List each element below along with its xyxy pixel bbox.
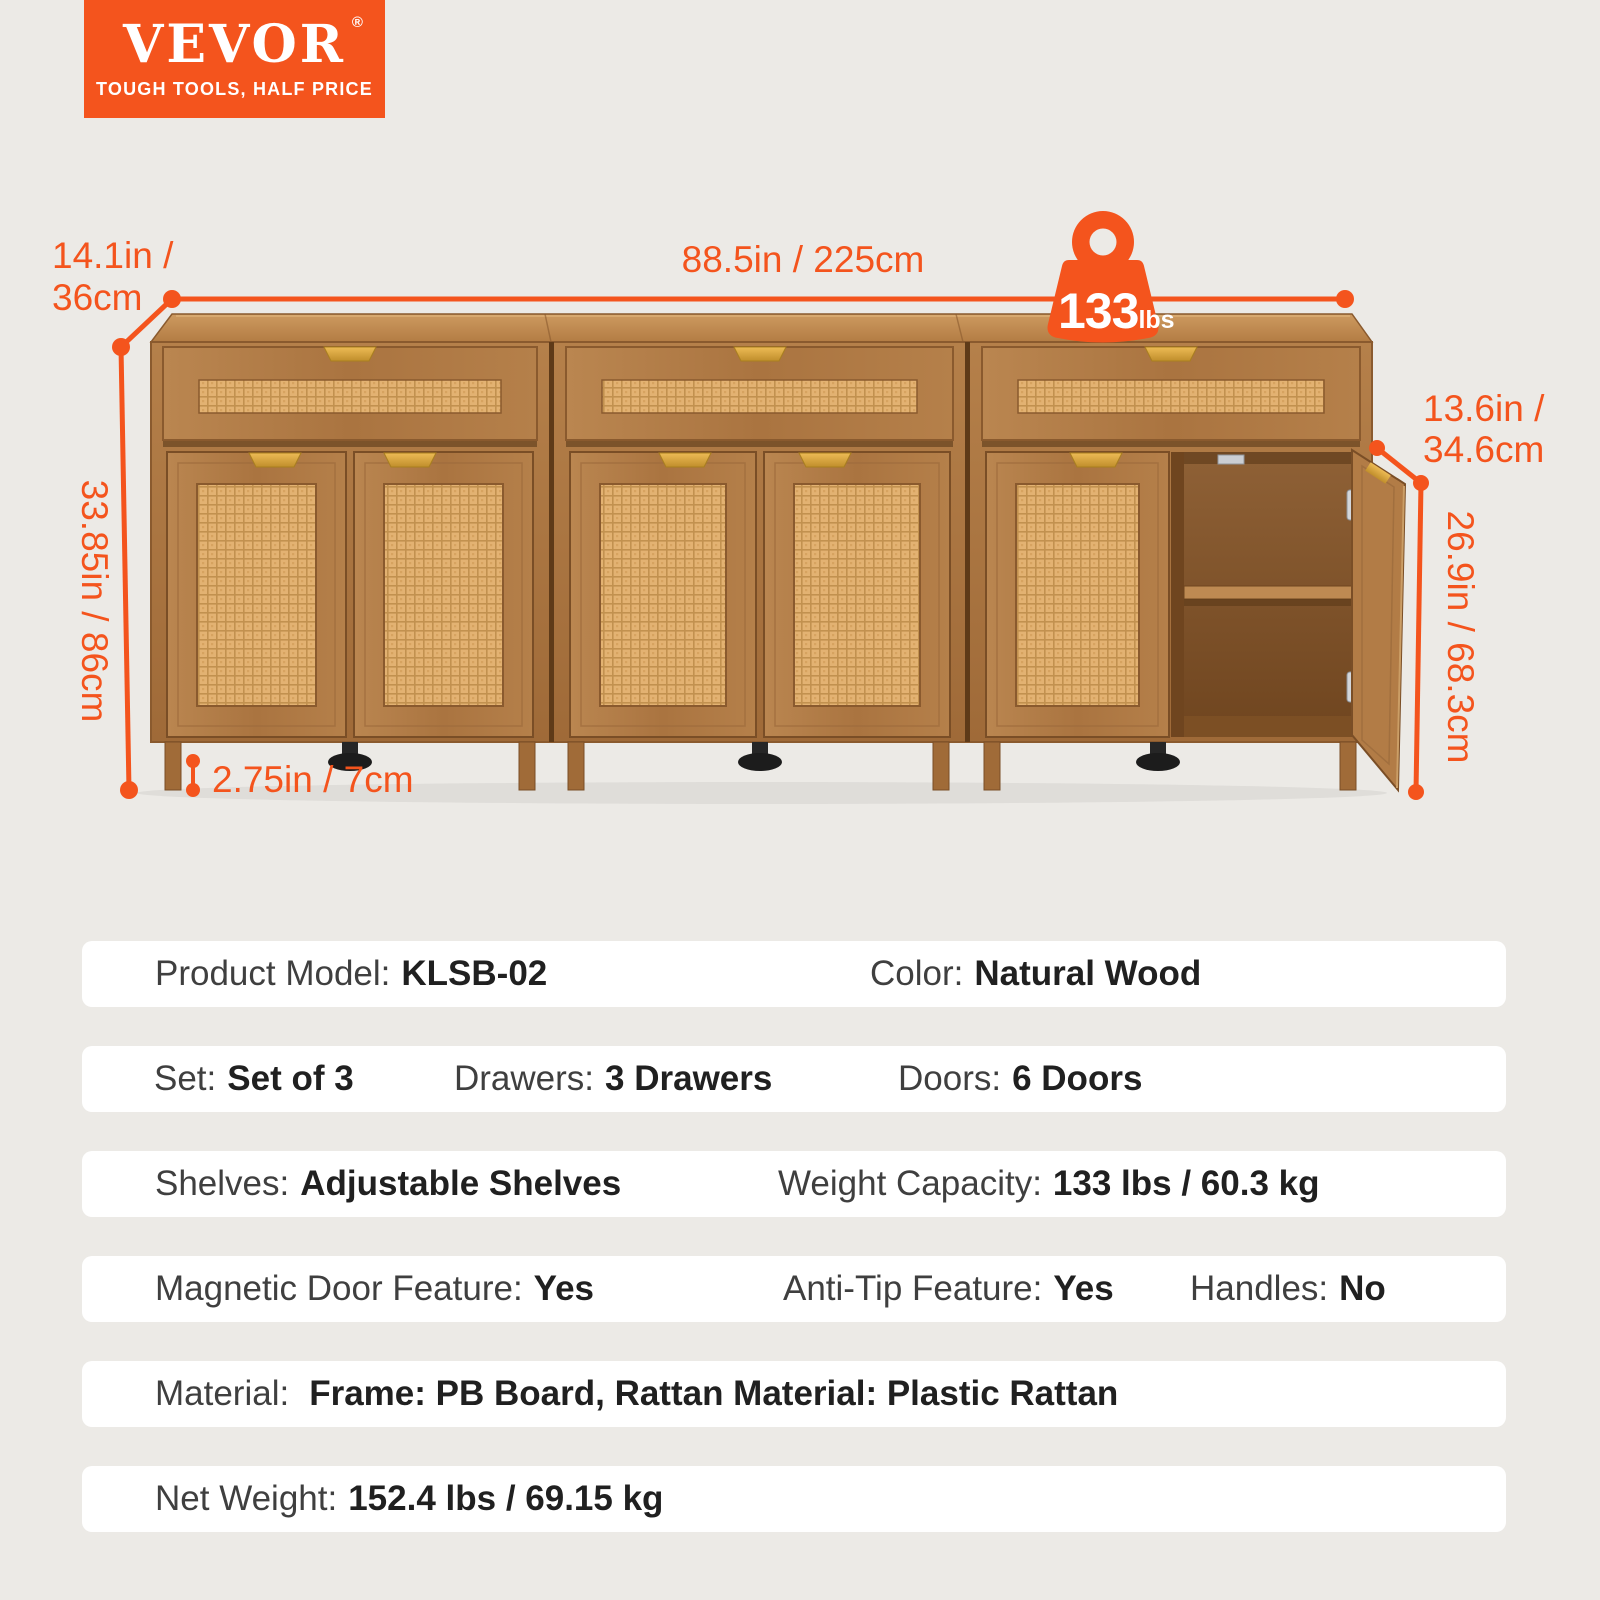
spec-row-3 (82, 1151, 1506, 1217)
cabinet-top (151, 314, 1372, 342)
leg-height-label: 2.75in / 7cm (212, 759, 414, 800)
door-handle (1070, 453, 1122, 467)
dim-line-leg (186, 754, 200, 797)
height-label: 33.85in / 86cm (74, 479, 115, 723)
spec-row-1 (82, 941, 1506, 1007)
weight-unit: lbs (1138, 306, 1175, 334)
spec-magnetic-door: Magnetic Door Feature: Yes (155, 1269, 595, 1308)
magnet-catch (1218, 455, 1244, 464)
spec-set: Set: Set of 3 (154, 1059, 354, 1098)
wood-leg (568, 742, 584, 790)
wood-leg (519, 742, 535, 790)
spec-anti-tip: Anti-Tip Feature: Yes (783, 1269, 1114, 1308)
weight-icon (1047, 211, 1174, 343)
spec-handles: Handles: No (1190, 1269, 1386, 1308)
spec-color: Color: Natural Wood (870, 954, 1202, 993)
wood-leg (165, 742, 181, 790)
spec-weight-capacity: Weight Capacity: 133 lbs / 60.3 kg (778, 1164, 1320, 1203)
wood-leg (984, 742, 1000, 790)
depth-label-line1: 14.1in / (52, 235, 174, 276)
inner-height-label: 26.9in / 68.3cm (1440, 510, 1481, 764)
weight-value: 133 (1058, 283, 1139, 339)
drawer-handle (324, 347, 376, 361)
spec-net-weight: Net Weight: 152.4 lbs / 69.15 kg (155, 1479, 664, 1518)
wood-leg (1340, 742, 1356, 790)
logo-tagline: TOUGH TOOLS, HALF PRICE (96, 78, 373, 99)
adjustable-foot (738, 753, 782, 771)
width-label: 88.5in / 225cm (681, 239, 925, 280)
wood-leg (933, 742, 949, 790)
registered-mark-icon: ® (351, 13, 366, 31)
spec-row-4 (82, 1256, 1506, 1322)
sideboard-cabinet-image (137, 314, 1405, 804)
unit-seam (965, 342, 970, 742)
spec-drawers: Drawers: 3 Drawers (454, 1059, 773, 1098)
unit-seam (549, 342, 554, 742)
spec-material: Material: Frame: PB Board, Rattan Material: Plastic Rattan (155, 1374, 1119, 1413)
svg-text:133lbs (1058, 283, 1175, 339)
door-handle (799, 453, 851, 467)
spec-row-5 (82, 1361, 1506, 1427)
door-handle (659, 453, 711, 467)
shelf (1184, 586, 1356, 599)
adjustable-foot (1136, 753, 1180, 771)
door-handle (384, 453, 436, 467)
door-depth-label-line1: 13.6in / (1423, 388, 1545, 429)
spec-row-6 (82, 1466, 1506, 1532)
drawer-handle (1145, 347, 1197, 361)
cabinet-interior (1171, 452, 1356, 737)
door-handle (249, 453, 301, 467)
brand-name: VEVOR (123, 13, 346, 75)
spec-product-model: Product Model: KLSB-02 (155, 954, 548, 993)
spec-row-2 (82, 1046, 1506, 1112)
spec-shelves: Shelves: Adjustable Shelves (155, 1164, 622, 1203)
spec-doors: Doors: 6 Doors (898, 1059, 1143, 1098)
drawer-handle (734, 347, 786, 361)
door-depth-label-line2: 34.6cm (1423, 429, 1545, 470)
cabinet-unit-3 (982, 347, 1405, 790)
depth-label-line2: 36cm (52, 277, 143, 318)
open-door (1352, 450, 1405, 790)
